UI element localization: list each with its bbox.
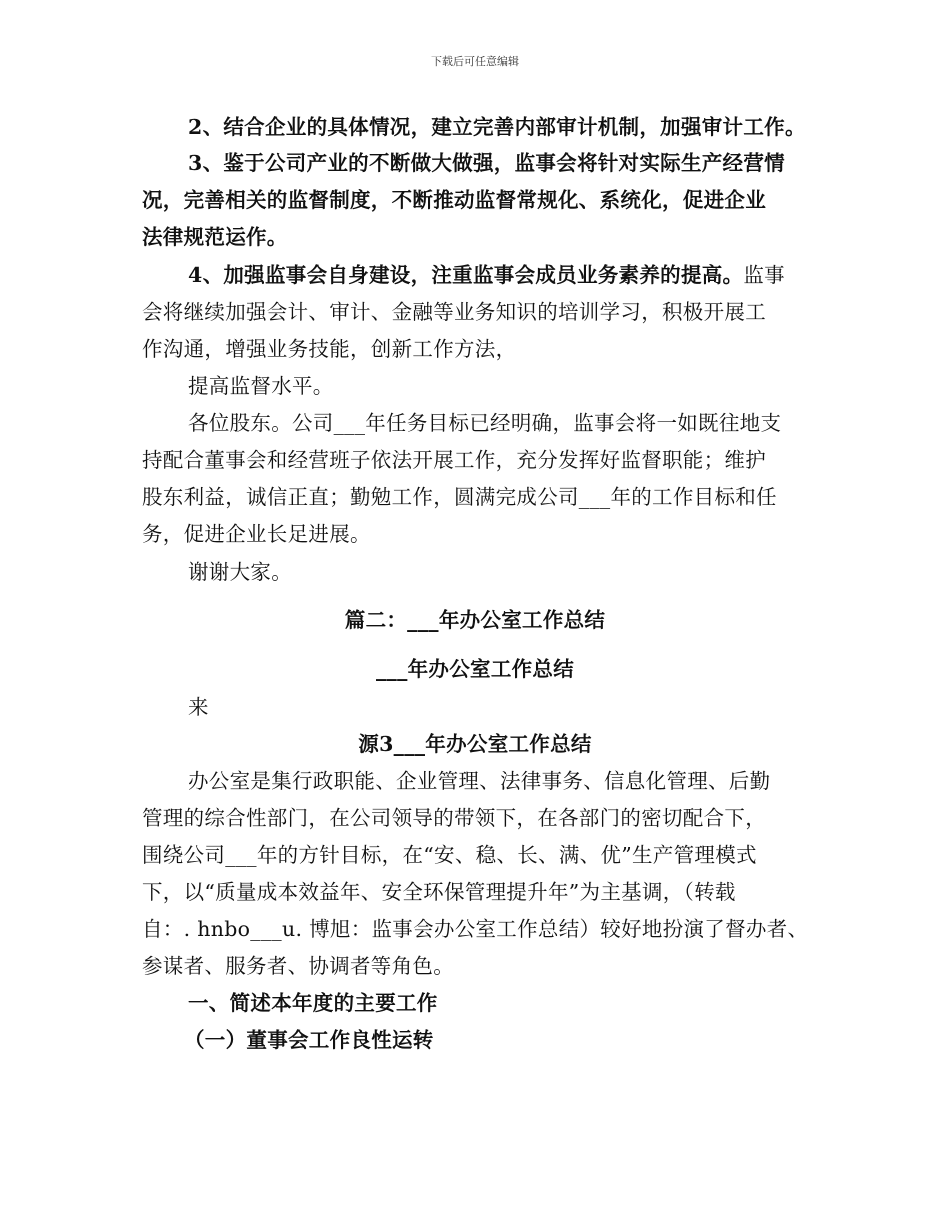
thanks-line: 谢谢大家。 — [188, 560, 292, 584]
sub-subsection-heading: （一）董事会工作良性运转 — [184, 1028, 434, 1052]
item-4-line1 — [188, 262, 785, 288]
item-3-text-line3: 法律规范运作。 — [142, 225, 288, 249]
closing-paragraph-line: 各位股东。公司___年任务目标已经明确，监事会将一如既往地支 — [188, 411, 782, 435]
source-title: 源3___年办公室工作总结 — [358, 732, 592, 756]
item-3-text-line2: 况，完善相关的监督制度，不断推动监督常规化、系统化，促进企业 — [142, 188, 766, 212]
intro-paragraph-line: 下，以“质量成本效益年、安全环保管理提升年”为主基调，（转载 — [142, 880, 736, 904]
body-paragraph-line: 提高监督水平。 — [188, 374, 334, 398]
intro-paragraph-line: 围绕公司___年的方针目标，在“安、稳、长、满、优”生产管理模式 — [142, 843, 757, 867]
section-title: 篇二：___年办公室工作总结 — [344, 608, 606, 632]
item-4-continuation: 监事 — [743, 263, 785, 287]
intro-paragraph-line: 管理的综合性部门，在公司领导的带领下，在各部门的密切配合下， — [142, 806, 766, 830]
page-header-note: 下载后可任意编辑 — [431, 55, 519, 68]
document-title: ___年办公室工作总结 — [375, 657, 575, 681]
closing-paragraph-line: 持配合董事会和经营班子依法开展工作，充分发挥好监督职能；维护 — [142, 448, 766, 472]
item-3-text-line1: 3、鉴于公司产业的不断做大做强，监事会将针对实际生产经营情 — [188, 151, 785, 175]
item-2-text: 2、结合企业的具体情况，建立完善内部审计机制，加强审计工作。 — [188, 115, 806, 139]
body-paragraph-line: 作沟通，增强业务技能，创新工作方法， — [142, 337, 517, 361]
intro-paragraph-line: 自：. hnbo___u. 博旭：监事会办公室工作总结）较好地扮演了督办者、 — [142, 917, 809, 941]
subsection-heading: 一、简述本年度的主要工作 — [188, 991, 438, 1015]
source-label: 来 — [188, 695, 209, 719]
intro-paragraph-line: 办公室是集行政职能、企业管理、法律事务、信息化管理、后勤 — [188, 769, 771, 793]
closing-paragraph-line: 股东利益，诚信正直；勤勉工作，圆满完成公司___年的工作目标和任 — [142, 485, 777, 509]
intro-paragraph-line: 参谋者、服务者、协调者等角色。 — [142, 954, 454, 978]
closing-paragraph-line: 务，促进企业长足进展。 — [142, 522, 371, 546]
item-4-heading: 4、加强监事会自身建设，注重监事会成员业务素养的提高。 — [188, 263, 744, 287]
body-paragraph-line: 会将继续加强会计、审计、金融等业务知识的培训学习，积极开展工 — [142, 300, 766, 324]
